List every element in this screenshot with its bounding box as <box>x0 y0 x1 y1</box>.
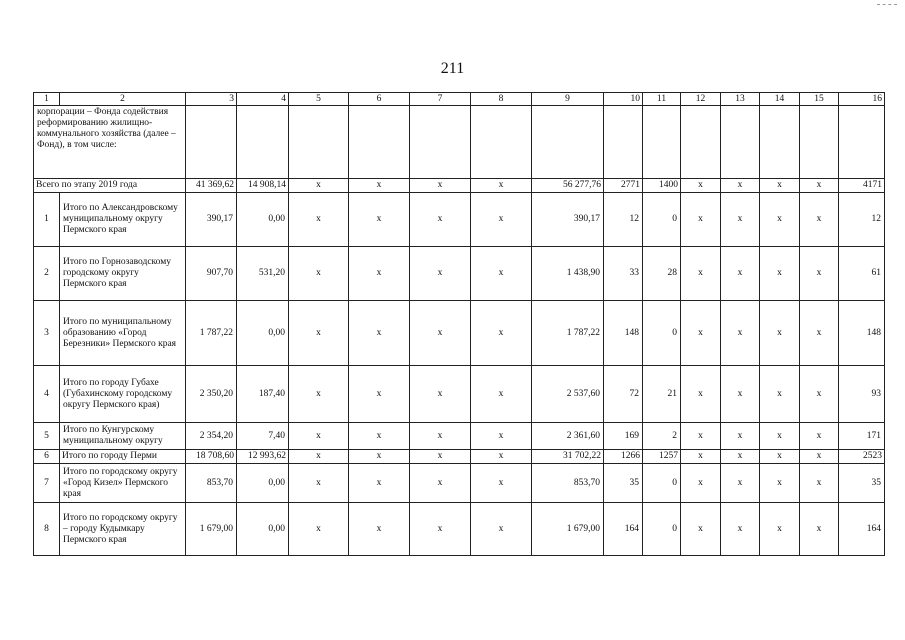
table-cell: х <box>349 423 410 450</box>
table-cell: х <box>471 247 532 301</box>
table-cell: х <box>760 464 800 503</box>
table-cell: 187,40 <box>237 366 289 423</box>
table-cell: 1400 <box>643 179 681 193</box>
table-row <box>34 247 885 301</box>
table-cell: х <box>410 503 471 556</box>
table-cell: х <box>800 193 839 247</box>
column-header: 2 <box>60 93 186 106</box>
row-number: 3 <box>34 301 60 366</box>
table-cell: 1 787,22 <box>532 301 604 366</box>
row-number: 7 <box>34 464 60 503</box>
page-number: 211 <box>440 60 465 77</box>
table-cell: 1257 <box>643 450 681 464</box>
table-cell: 148 <box>839 301 885 366</box>
table-cell <box>643 106 681 179</box>
table-cell: х <box>471 464 532 503</box>
table-cell <box>760 106 800 179</box>
table-cell: 35 <box>839 464 885 503</box>
table-cell: х <box>471 366 532 423</box>
table-cell: х <box>349 179 410 193</box>
table-cell <box>289 106 349 179</box>
table-cell: х <box>349 247 410 301</box>
table-cell: х <box>681 464 721 503</box>
table-cell: 56 277,76 <box>532 179 604 193</box>
column-header: 8 <box>471 93 532 106</box>
table-cell: 0,00 <box>237 464 289 503</box>
table-cell: 164 <box>604 503 643 556</box>
table-cell: 41 369,62 <box>186 179 237 193</box>
intro-text: корпорации – Фонда содействия реформированию жилищно-коммунального хозяйства (далее – Фонд), в том числе: <box>34 106 186 179</box>
table-cell: х <box>800 450 839 464</box>
table-row <box>34 464 885 503</box>
table-cell: х <box>349 193 410 247</box>
column-header: 10 <box>604 93 643 106</box>
column-header: 5 <box>289 93 349 106</box>
table-cell: 31 702,22 <box>532 450 604 464</box>
table-cell: х <box>760 301 800 366</box>
table-cell: х <box>349 450 410 464</box>
table-cell: х <box>800 247 839 301</box>
column-header: 14 <box>760 93 800 106</box>
table-row <box>34 503 885 556</box>
table-cell: 2771 <box>604 179 643 193</box>
row-number: 5 <box>34 423 60 450</box>
table-cell: х <box>800 464 839 503</box>
table-cell: 4171 <box>839 179 885 193</box>
table-cell: 171 <box>839 423 885 450</box>
table-cell <box>237 106 289 179</box>
table-cell: х <box>471 179 532 193</box>
column-header: 16 <box>839 93 885 106</box>
table-cell: 21 <box>643 366 681 423</box>
table-cell: х <box>721 503 760 556</box>
column-header: 12 <box>681 93 721 106</box>
table-cell: х <box>681 193 721 247</box>
table-cell: х <box>800 301 839 366</box>
table-cell: х <box>800 423 839 450</box>
row-number: 2 <box>34 247 60 301</box>
table-cell: 35 <box>604 464 643 503</box>
table-cell: х <box>289 247 349 301</box>
table-row <box>34 193 885 247</box>
row-number: 6 <box>34 450 60 464</box>
table-cell: х <box>681 503 721 556</box>
table-cell: х <box>681 366 721 423</box>
table-cell: х <box>471 423 532 450</box>
table-cell: х <box>410 301 471 366</box>
table-cell: х <box>760 503 800 556</box>
table-cell: 531,20 <box>237 247 289 301</box>
table-row <box>34 450 885 464</box>
column-header: 6 <box>349 93 410 106</box>
table-cell: 12 <box>839 193 885 247</box>
table-cell: х <box>721 464 760 503</box>
table-cell <box>186 106 237 179</box>
table-row <box>34 423 885 450</box>
table-cell: 0 <box>643 503 681 556</box>
table-cell: х <box>289 503 349 556</box>
row-number: 4 <box>34 366 60 423</box>
table-cell: х <box>760 423 800 450</box>
table-cell: 12 <box>604 193 643 247</box>
table-cell: х <box>349 301 410 366</box>
column-header: 7 <box>410 93 471 106</box>
row-name: Итого по городскому округу – городу Кудымкару Пермского края <box>60 503 186 556</box>
table-cell: х <box>760 450 800 464</box>
table-cell: 169 <box>604 423 643 450</box>
table-cell: х <box>800 503 839 556</box>
table-cell <box>604 106 643 179</box>
table-cell <box>800 106 839 179</box>
row-number: 8 <box>34 503 60 556</box>
row-name: Итого по муниципальному образованию «Город Березники» Пермского края <box>60 301 186 366</box>
intro-row <box>34 106 885 179</box>
table-cell: 61 <box>839 247 885 301</box>
table-cell: 1 679,00 <box>532 503 604 556</box>
table-row <box>34 301 885 366</box>
table-cell: х <box>410 247 471 301</box>
table-cell: х <box>349 503 410 556</box>
table-row <box>34 366 885 423</box>
table-cell: 0 <box>643 464 681 503</box>
table-cell: 164 <box>839 503 885 556</box>
table-cell: х <box>760 193 800 247</box>
table-cell: х <box>349 464 410 503</box>
table-cell <box>721 106 760 179</box>
table-cell: х <box>721 301 760 366</box>
column-number-row <box>34 93 885 106</box>
column-header: 9 <box>532 93 604 106</box>
table-cell <box>839 106 885 179</box>
table-cell: 0 <box>643 193 681 247</box>
row-name: Итого по Кунгурскому муниципальному округу <box>60 423 186 450</box>
table-cell: х <box>289 464 349 503</box>
row-number: 1 <box>34 193 60 247</box>
table-cell: х <box>721 179 760 193</box>
table-cell: 1 787,22 <box>186 301 237 366</box>
table-cell: 2 361,60 <box>532 423 604 450</box>
table-cell: 18 708,60 <box>186 450 237 464</box>
table-cell: х <box>289 301 349 366</box>
column-header: 1 <box>34 93 60 106</box>
table-cell: х <box>800 366 839 423</box>
table-cell: х <box>760 179 800 193</box>
row-name: Итого по Александровскому муниципальному округу Пермского края <box>60 193 186 247</box>
table-cell: 2 <box>643 423 681 450</box>
column-header: 15 <box>800 93 839 106</box>
table-cell: х <box>800 179 839 193</box>
table-cell: 33 <box>604 247 643 301</box>
column-header: 4 <box>237 93 289 106</box>
table-cell: 390,17 <box>186 193 237 247</box>
table-cell: х <box>681 247 721 301</box>
table-cell: х <box>471 450 532 464</box>
table-cell: 93 <box>839 366 885 423</box>
table-cell <box>681 106 721 179</box>
table-cell: х <box>681 179 721 193</box>
table-cell: 2 537,60 <box>532 366 604 423</box>
column-header: 13 <box>721 93 760 106</box>
column-header: 11 <box>643 93 681 106</box>
table-cell: 0,00 <box>237 503 289 556</box>
table-cell: 1 679,00 <box>186 503 237 556</box>
table-cell: х <box>471 193 532 247</box>
table-cell: х <box>289 179 349 193</box>
table-cell: х <box>410 464 471 503</box>
row-name: Итого по Горнозаводскому городскому округу Пермского края <box>60 247 186 301</box>
table-cell: 72 <box>604 366 643 423</box>
table-cell: х <box>721 193 760 247</box>
table-cell: х <box>721 450 760 464</box>
table-cell: 28 <box>643 247 681 301</box>
table-cell: х <box>471 301 532 366</box>
table-cell: 148 <box>604 301 643 366</box>
table-cell: 907,70 <box>186 247 237 301</box>
table-cell: х <box>410 450 471 464</box>
table-cell: х <box>471 503 532 556</box>
table-cell: х <box>289 366 349 423</box>
table-cell: х <box>760 366 800 423</box>
table-cell: 1266 <box>604 450 643 464</box>
scan-edge-mark <box>877 4 897 15</box>
table-cell: 7,40 <box>237 423 289 450</box>
table-cell: 0,00 <box>237 301 289 366</box>
table-cell: 0,00 <box>237 193 289 247</box>
table-cell: 0 <box>643 301 681 366</box>
table-cell: х <box>410 193 471 247</box>
table-cell: х <box>289 423 349 450</box>
table-cell: х <box>721 366 760 423</box>
table-cell: 2 354,20 <box>186 423 237 450</box>
table-cell: х <box>721 423 760 450</box>
table-cell: х <box>681 450 721 464</box>
table-cell: х <box>681 423 721 450</box>
table-cell: х <box>410 423 471 450</box>
table-cell: х <box>410 179 471 193</box>
column-header: 3 <box>186 93 237 106</box>
table-cell: 2523 <box>839 450 885 464</box>
table-cell: х <box>760 247 800 301</box>
total-label: Всего по этапу 2019 года <box>34 179 186 193</box>
housing-fund-table <box>33 92 885 556</box>
table-cell <box>532 106 604 179</box>
table-cell <box>471 106 532 179</box>
total-row <box>34 179 885 193</box>
table-cell: х <box>289 193 349 247</box>
table-cell: 2 350,20 <box>186 366 237 423</box>
table-cell: 1 438,90 <box>532 247 604 301</box>
table-cell: х <box>681 301 721 366</box>
table-cell: х <box>349 366 410 423</box>
table-cell: 390,17 <box>532 193 604 247</box>
table-cell: х <box>721 247 760 301</box>
table-cell <box>349 106 410 179</box>
row-name: Итого по городу Перми <box>60 450 186 464</box>
row-name: Итого по городскому округу «Город Кизел» Пермского края <box>60 464 186 503</box>
table-cell: х <box>289 450 349 464</box>
table-cell: 14 908,14 <box>237 179 289 193</box>
row-name: Итого по городу Губахе (Губахинскому городскому округу Пермского края) <box>60 366 186 423</box>
table-cell: х <box>410 366 471 423</box>
table-cell <box>410 106 471 179</box>
table-cell: 853,70 <box>532 464 604 503</box>
table-cell: 12 993,62 <box>237 450 289 464</box>
table-cell: 853,70 <box>186 464 237 503</box>
